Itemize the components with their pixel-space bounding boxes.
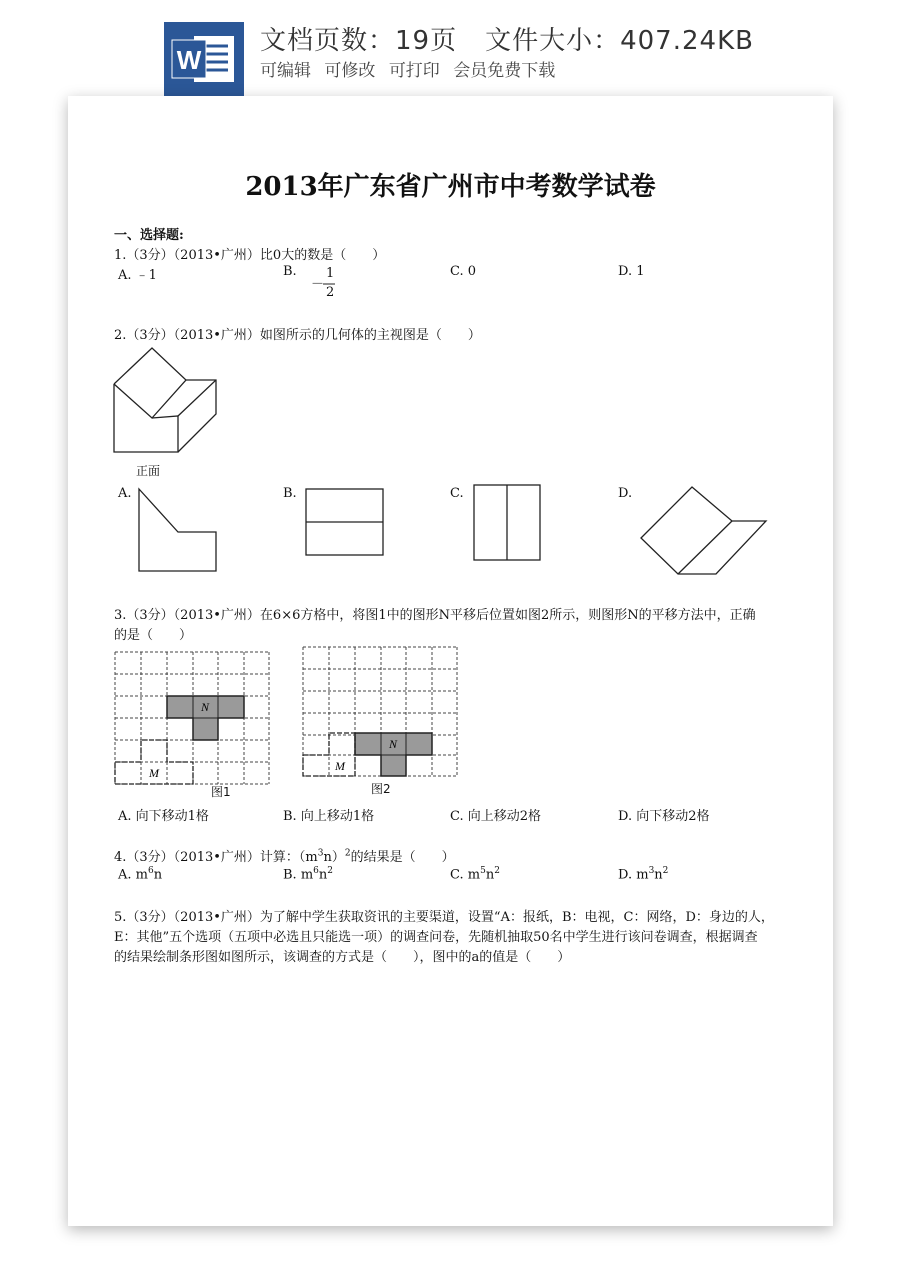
logo-letter: W — [176, 45, 202, 75]
feature-list — [260, 56, 563, 81]
q3-option-c: C. 向上移动2格 — [450, 809, 542, 824]
q1-option-b: B. — [283, 264, 297, 279]
q4-option-c: C. $m^5n^2$ — [450, 866, 500, 883]
q5-stem-line1: 5.（3分）（2013•广州）为了解中学生获取资讯的主要渠道，设置“A：报纸，B：电视，C：网络，D：身边的人， — [114, 910, 774, 925]
q1-option-c: C. 0 — [450, 264, 477, 279]
q2-option-a: A. — [118, 486, 132, 501]
q5-stem-line3: 的结果绘制条形图如图所示，该调查的方式是（ ），图中的a的值是（ ） — [114, 950, 571, 965]
q3-option-a: A. 向下移动1格 — [118, 809, 209, 824]
q3-fig1-n-label: N — [200, 700, 210, 714]
q1-option-a: A. ﹣1 — [118, 268, 157, 283]
q2-option-d: D. — [618, 486, 633, 501]
file-size: 文件大小：407.24KB — [485, 26, 754, 56]
q2-option-b-figure — [305, 488, 385, 556]
q1-option-d: D. 1 — [618, 264, 645, 279]
feature-member-download: 会员免费下载 — [453, 61, 556, 81]
document-info-header — [0, 0, 900, 100]
q1-option-b-numerator: 1 — [326, 266, 335, 281]
q3-fig1-m-label: M — [149, 766, 159, 780]
q2-solid-figure — [114, 348, 224, 458]
feature-modifiable: 可修改 — [324, 61, 376, 81]
document-page — [68, 96, 833, 1226]
q1-option-b-minus: － — [311, 277, 325, 292]
q3-grid-figure-2 — [302, 646, 462, 782]
q3-option-b: B. 向上移动1格 — [283, 809, 375, 824]
feature-editable: 可编辑 — [260, 61, 311, 81]
q3-option-d: D. 向下移动2格 — [618, 809, 710, 824]
q3-fig2-n-label: N — [388, 737, 398, 751]
q1-option-b-denominator: 2 — [326, 285, 335, 300]
q2-option-a-figure — [138, 488, 218, 572]
q5-stem-line2: E：其他”五个选项（五项中必选且只能选一项）的调查问卷，先随机抽取50名中学生进行该问卷调查，根据调查 — [114, 930, 758, 945]
q3-figure-2-caption: 图2 — [371, 782, 391, 796]
q3-stem-line1: 3.（3分）（2013•广州）在6×6方格中，将图1中的图形N平移后位置如图2所示，则图形N的平移方法中，正确 — [114, 608, 756, 623]
feature-printable: 可打印 — [388, 61, 440, 81]
exam-title: 2013年广东省广州市中考数学试卷 — [245, 172, 656, 202]
q2-stem: 2.（3分）（2013•广州）如图所示的几何体的主视图是（ ） — [114, 328, 481, 343]
page-count: 文档页数：19页 — [260, 26, 458, 56]
q2-option-c-figure — [473, 484, 543, 562]
section-heading: 一、选择题: — [114, 228, 184, 243]
q3-fig2-m-label: M — [335, 759, 345, 773]
q2-option-b: B. — [283, 486, 297, 501]
q3-grid-figure-1 — [114, 651, 274, 789]
q4-option-b: B. $m^6n^2$ — [283, 866, 333, 883]
word-document-icon — [164, 22, 244, 96]
q3-figure-1-caption: 图1 — [211, 785, 231, 799]
q2-front-label: 正面 — [136, 464, 161, 478]
q1-stem: 1.（3分）（2013•广州）比0大的数是（ ） — [114, 248, 386, 263]
q3-stem-line2: 的是（ ） — [114, 628, 193, 643]
q4-option-a: A. $m^6n$ — [118, 866, 163, 883]
q4-stem: 4.（3分）（2013•广州）计算：$(m^3n)^2$的结果是（ ） — [114, 848, 455, 865]
q2-option-d-figure — [640, 486, 770, 578]
q4-option-d: D. $m^3n^2$ — [618, 866, 669, 883]
file-stats — [260, 20, 754, 57]
q2-option-c: C. — [450, 486, 464, 501]
